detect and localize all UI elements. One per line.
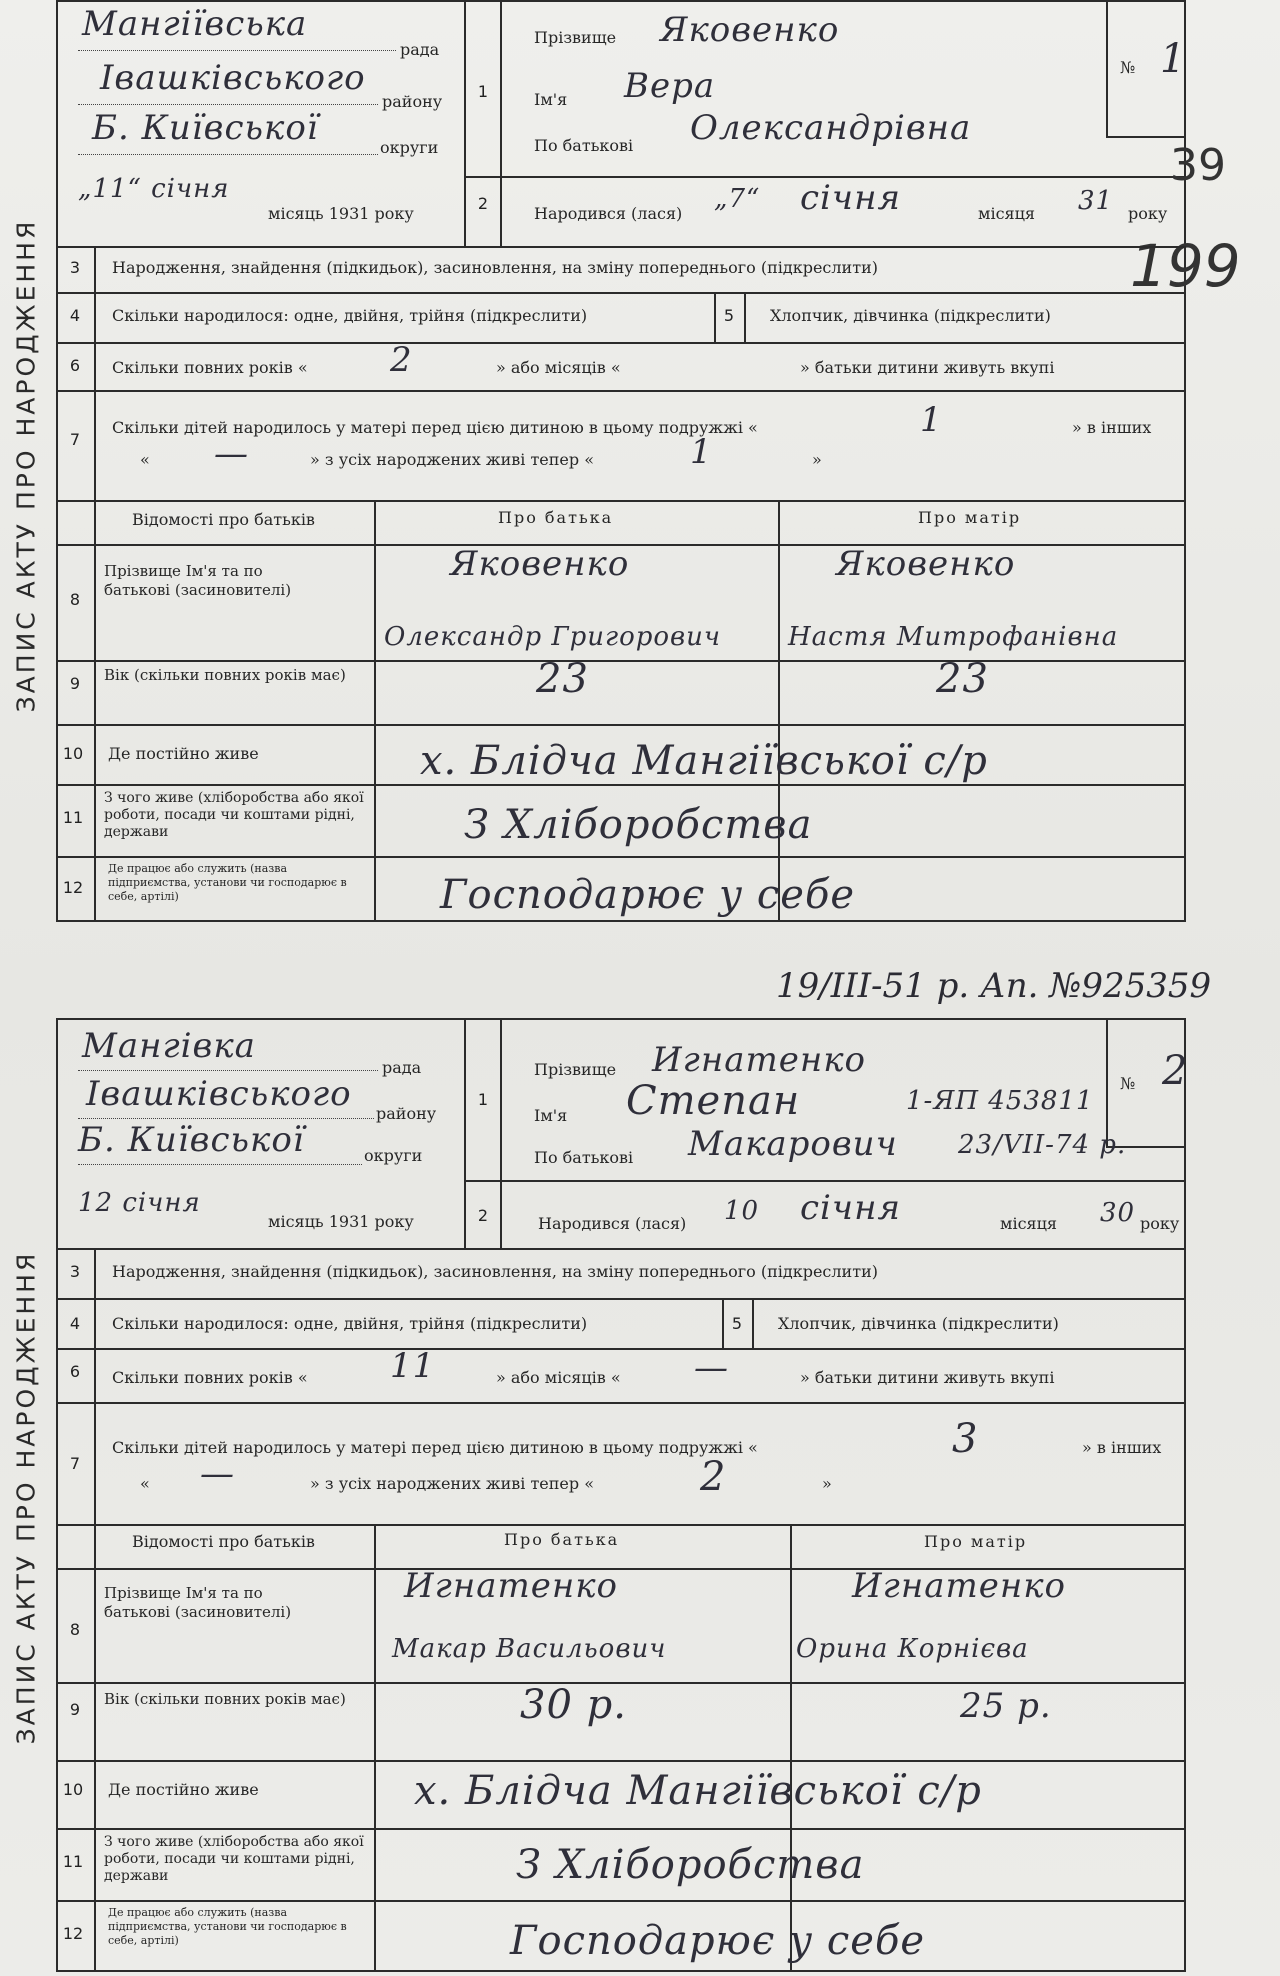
years-together-value: 2 bbox=[390, 340, 413, 380]
children-other-value: — bbox=[200, 1454, 235, 1494]
patronymic-value: Олександрівна bbox=[690, 108, 972, 148]
patronymic-label: По батькові bbox=[534, 136, 634, 155]
about-mother-header: Про матір bbox=[924, 1532, 1028, 1551]
reg-date-value: „11“ січня bbox=[78, 174, 230, 204]
raion-label: району bbox=[382, 92, 443, 111]
row10-label: Де постійно живе bbox=[108, 744, 259, 763]
row6-years-label: Скільки повних років « bbox=[112, 1368, 308, 1387]
about-father-header: Про батька bbox=[504, 1530, 620, 1549]
reg-date-value: 12 січня bbox=[78, 1188, 201, 1218]
patronymic-label: По батькові bbox=[534, 1148, 634, 1167]
row9-label: Вік (скільки повних років має) bbox=[104, 1690, 346, 1708]
row7-other-label: » в інших bbox=[1072, 418, 1152, 437]
okrug-label: округи bbox=[364, 1146, 423, 1165]
works-value: Господарює у себе bbox=[440, 872, 856, 918]
parents-header: Відомості про батьків bbox=[132, 1532, 315, 1551]
children-before-value: 3 bbox=[952, 1416, 979, 1462]
reg-month-label: місяць 1931 року bbox=[268, 204, 414, 223]
birth-record-2: ЗАПИС АКТУ ПРО НАРОДЖЕННЯ Мангівка рада Івашківського району Б. Київської округи 12 січня місяць 1931 року 1 2 Прізвище Игнатенко Ім'я Степан 1-ЯП 453811 По батькові Макарович 23/VII-74 р. № 2 Народився (лася) 10 січня місяця 30 року 3 Народження, знайдення (підкидьок), засиновлення, на зміну попереднього (підкреслити) 4 Скільки народилося: одне, двійня, трійня (підкреслити) 5 Хлопчик, дівчинка (підкреслити) 6 Скільки повних років « 11 » або місяців « — » батьки дитини живуть вкупі 7 Скільки дітей народилось у матері перед цією дитиною в цьому подружжі « 3 » в інших « — » з усіх народжених живі тепер « 2 » Відомості про батьків Про батька Про матір 8 Прізвище Ім'я та по батькові (засиновителі) Игнатенко Игнатенко Макар Васильович Орина Корнієва 9 Вік (скільки повних років має) 30 р. 25 р. 10 Де постійно живе х. Блідча Мангіївської с/р 11 З чого живе (хліборобства або якої роботи, посади чи коштами рідні, держави З Хліборобства 12 Де працює або служить (назва підприємства, установи чи господарює в себе, артілі) Господарює у себе bbox=[0, 1018, 1280, 1976]
row7-label: Скільки дітей народилось у матері перед цією дитиною в цьому подружжі « bbox=[112, 418, 758, 437]
side-title: ЗАПИС АКТУ ПРО НАРОДЖЕННЯ bbox=[11, 1250, 41, 1744]
row8-label: Прізвище Ім'я та по батькові (засиновителі) bbox=[104, 1584, 292, 1621]
parents-header: Відомості про батьків bbox=[132, 510, 315, 529]
raion-label: району bbox=[376, 1104, 437, 1123]
row7-alive-label: » з усіх народжених живі тепер « bbox=[310, 450, 595, 469]
mother-age-value: 25 р. bbox=[960, 1686, 1052, 1726]
row7-other-label: » в інших bbox=[1082, 1438, 1162, 1457]
patronymic-value: Макарович bbox=[688, 1124, 898, 1164]
passport-date: 23/VII-74 р. bbox=[958, 1130, 1127, 1160]
name-label: Ім'я bbox=[534, 1106, 568, 1125]
year-label: року bbox=[1140, 1214, 1180, 1233]
row7-label: Скільки дітей народилось у матері перед цією дитиною в цьому подружжі « bbox=[112, 1438, 758, 1457]
side-title: ЗАПИС АКТУ ПРО НАРОДЖЕННЯ bbox=[11, 218, 41, 712]
row6-tail-label: » батьки дитини живуть вкупі bbox=[800, 1368, 1055, 1387]
residence-value: х. Блідча Мангіївської с/р bbox=[420, 738, 988, 784]
year-label: року bbox=[1128, 204, 1168, 223]
passport-note: 1-ЯП 453811 bbox=[906, 1086, 1094, 1116]
born-day-value: „7“ bbox=[714, 184, 761, 214]
mother-name-value: Настя Митрофанівна bbox=[788, 622, 1119, 652]
mother-surname-value: Яковенко bbox=[836, 544, 1016, 584]
rada-label: рада bbox=[400, 40, 440, 59]
surname-label: Прізвище bbox=[534, 1060, 617, 1079]
row6-years-label: Скільки повних років « bbox=[112, 358, 308, 377]
born-label: Народився (лася) bbox=[538, 1214, 687, 1233]
birth-record-1: ЗАПИС АКТУ ПРО НАРОДЖЕННЯ Мангіївська рада Івашківського району Б. Київської округи „11“ січня місяць 1931 року 1 2 Прізвище Яковенко Ім'я Вера По батькові Олександрівна № 1 Народився (лася) „7“ січня місяця 31 року 39 199 3 Народження, знайдення (підкидьок), засиновлення, на зміну попереднього (підкреслити) 4 Скільки народилося: одне, двійня, трійня (підкреслити) 5 Хлопчик, дівчинка (підкреслити) 6 Скільки повних років « 2 » або місяців « » батьки дитини живуть вкупі 7 Скільки дітей народилось у матері перед цією дитиною в цьому подружжі « 1 » в інших « — » з усіх народжених живі тепер « 1 » Відомості про батьків Про батька Про матір 8 Прізвище Ім'я та по батькові (засиновителі) Яковенко Яковенко Олександр Григорович Настя Митрофанівна 9 Вік (скільки повних років має) 23 23 10 Де постійно живе х. Блідча Мангіївської с/р 11 З чого живе (хліборобства або якої роботи, посади чи коштами рідні, держави З Хліборобства 12 Де працює або служить (назва підприємства, установи чи господарює в себе, артілі) Господарює у себе bbox=[0, 0, 1280, 930]
born-month-value: січня bbox=[800, 178, 901, 218]
row6-months-label: » або місяців « bbox=[496, 1368, 621, 1387]
raion-value: Івашківського bbox=[86, 1074, 352, 1114]
row4-label: Скільки народилося: одне, двійня, трійня (підкреслити) bbox=[112, 306, 588, 325]
okrug-value: Б. Київської bbox=[92, 108, 319, 148]
father-name-value: Макар Васильович bbox=[392, 1634, 667, 1664]
father-surname-value: Яковенко bbox=[450, 544, 630, 584]
rada-value: Мангіївська bbox=[82, 4, 308, 44]
residence-value: х. Блідча Мангіївської с/р bbox=[414, 1768, 982, 1814]
okrug-value: Б. Київської bbox=[78, 1120, 305, 1160]
months-together-value: — bbox=[694, 1348, 729, 1388]
surname-label: Прізвище bbox=[534, 28, 617, 47]
row12-label: Де працює або служить (назва підприємства, установи чи господарює в себе, артілі) bbox=[108, 862, 347, 903]
number-value: 2 bbox=[1162, 1048, 1189, 1094]
rada-label: рада bbox=[382, 1058, 422, 1077]
years-together-value: 11 bbox=[390, 1346, 436, 1386]
born-year-value: 30 bbox=[1100, 1198, 1136, 1228]
born-month-value: січня bbox=[800, 1188, 901, 1228]
margin-note-1: 39 bbox=[1170, 140, 1226, 191]
born-day-value: 10 bbox=[724, 1196, 760, 1226]
mother-name-value: Орина Корнієва bbox=[796, 1634, 1029, 1664]
father-age-value: 30 р. bbox=[520, 1682, 627, 1728]
mother-surname-value: Игнатенко bbox=[852, 1566, 1067, 1606]
row3-label: Народження, знайдення (підкидьок), засиновлення, на зміну попереднього (підкреслити) bbox=[112, 258, 878, 277]
rada-value: Мангівка bbox=[82, 1026, 256, 1066]
row11-label: З чого живе (хліборобства або якої роботи, посади чи коштами рідні, держави bbox=[104, 1834, 364, 1884]
occupation-value: З Хліборобства bbox=[516, 1842, 865, 1888]
children-alive-value: 2 bbox=[700, 1454, 727, 1500]
okrug-label: округи bbox=[380, 138, 439, 157]
born-label: Народився (лася) bbox=[534, 204, 683, 223]
row5-label: Хлопчик, дівчинка (підкреслити) bbox=[770, 306, 1051, 325]
row6-months-label: » або місяців « bbox=[496, 358, 621, 377]
children-alive-value: 1 bbox=[690, 432, 713, 472]
father-surname-value: Игнатенко bbox=[404, 1566, 619, 1606]
row12-label: Де працює або служить (назва підприємства, установи чи господарює в себе, артілі) bbox=[108, 1906, 347, 1947]
archive-note: 19/III-51 р. Ап. №925359 bbox=[776, 966, 1212, 1006]
row11-label: З чого живе (хліборобства або якої роботи, посади чи коштами рідні, держави bbox=[104, 790, 364, 840]
children-before-value: 1 bbox=[920, 400, 943, 440]
number-label: № bbox=[1120, 58, 1136, 77]
name-value: Вера bbox=[624, 66, 716, 106]
row5-label: Хлопчик, дівчинка (підкреслити) bbox=[778, 1314, 1059, 1333]
surname-value: Игнатенко bbox=[652, 1040, 867, 1080]
father-age-value: 23 bbox=[536, 656, 589, 702]
mother-age-value: 23 bbox=[936, 656, 989, 702]
row4-label: Скільки народилося: одне, двійня, трійня (підкреслити) bbox=[112, 1314, 588, 1333]
occupation-value: З Хліборобства bbox=[464, 802, 813, 848]
number-value: 1 bbox=[1160, 36, 1187, 82]
row9-label: Вік (скільки повних років має) bbox=[104, 666, 346, 684]
number-label: № bbox=[1120, 1074, 1136, 1093]
father-name-value: Олександр Григорович bbox=[384, 622, 722, 652]
row10-label: Де постійно живе bbox=[108, 1780, 259, 1799]
children-other-value: — bbox=[214, 434, 249, 474]
works-value: Господарює у себе bbox=[510, 1918, 926, 1964]
surname-value: Яковенко bbox=[660, 10, 840, 50]
about-father-header: Про батька bbox=[498, 508, 614, 527]
row6-tail-label: » батьки дитини живуть вкупі bbox=[800, 358, 1055, 377]
name-label: Ім'я bbox=[534, 90, 568, 109]
margin-note-2: 199 bbox=[1130, 232, 1241, 300]
month-label: місяця bbox=[978, 204, 1035, 223]
month-label: місяця bbox=[1000, 1214, 1057, 1233]
raion-value: Івашківського bbox=[100, 58, 366, 98]
row7-alive-label: » з усіх народжених живі тепер « bbox=[310, 1474, 595, 1493]
about-mother-header: Про матір bbox=[918, 508, 1022, 527]
row8-label: Прізвище Ім'я та по батькові (засиновителі) bbox=[104, 562, 292, 599]
born-year-value: 31 bbox=[1078, 186, 1114, 216]
row3-label: Народження, знайдення (підкидьок), засиновлення, на зміну попереднього (підкреслити) bbox=[112, 1262, 878, 1281]
reg-month-label: місяць 1931 року bbox=[268, 1212, 414, 1231]
name-value: Степан bbox=[626, 1078, 801, 1124]
